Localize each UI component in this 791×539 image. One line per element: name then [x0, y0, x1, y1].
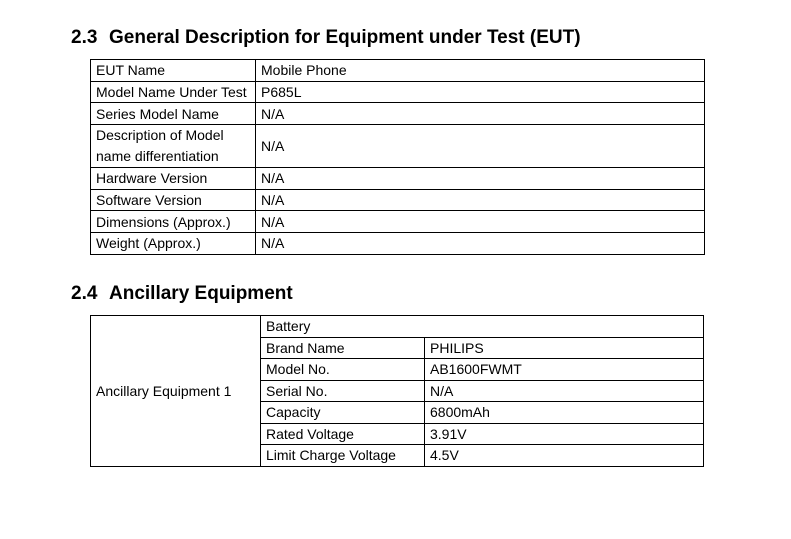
table-row	[91, 103, 705, 125]
section-number: 2.4	[71, 283, 98, 304]
row-label: Limit Charge Voltage	[261, 445, 425, 467]
section-title: General Description for Equipment under Test (EUT)	[109, 27, 581, 48]
row-value: PHILIPS	[425, 337, 704, 359]
row-label: Dimensions (Approx.)	[91, 211, 256, 233]
row-label: Series Model Name	[91, 103, 256, 125]
row-value: N/A	[256, 125, 705, 168]
row-value: 6800mAh	[425, 402, 704, 424]
table-row	[91, 189, 705, 211]
table-row	[91, 233, 705, 255]
row-value: 3.91V	[425, 423, 704, 445]
row-label: Weight (Approx.)	[91, 233, 256, 255]
table-row	[91, 168, 705, 190]
equipment-type: Battery	[261, 316, 704, 338]
row-value: 4.5V	[425, 445, 704, 467]
row-label: EUT Name	[91, 60, 256, 82]
table-row	[91, 211, 705, 233]
row-label: Description of Model name differentiation	[91, 125, 256, 168]
row-value: P685L	[256, 81, 705, 103]
table-row	[91, 316, 704, 338]
eut-description-table	[90, 59, 705, 255]
row-value: N/A	[425, 380, 704, 402]
equipment-label: Ancillary Equipment 1	[91, 316, 261, 467]
row-value: N/A	[256, 103, 705, 125]
row-label: Software Version	[91, 189, 256, 211]
row-label: Hardware Version	[91, 168, 256, 190]
row-label: Capacity	[261, 402, 425, 424]
section-heading-ancillary	[71, 282, 293, 306]
row-label: Model Name Under Test	[91, 81, 256, 103]
row-value: N/A	[256, 168, 705, 190]
row-label: Rated Voltage	[261, 423, 425, 445]
section-title: Ancillary Equipment	[109, 283, 293, 304]
row-value: N/A	[256, 211, 705, 233]
ancillary-equipment-table	[90, 315, 704, 467]
section-number: 2.3	[71, 27, 98, 48]
table-row	[91, 125, 705, 168]
row-value: Mobile Phone	[256, 60, 705, 82]
row-label: Serial No.	[261, 380, 425, 402]
row-value: N/A	[256, 189, 705, 211]
row-label: Model No.	[261, 359, 425, 381]
section-heading-eut	[71, 26, 581, 50]
table-row	[91, 60, 705, 82]
row-value: N/A	[256, 233, 705, 255]
table-row	[91, 81, 705, 103]
row-label: Brand Name	[261, 337, 425, 359]
row-value: AB1600FWMT	[425, 359, 704, 381]
